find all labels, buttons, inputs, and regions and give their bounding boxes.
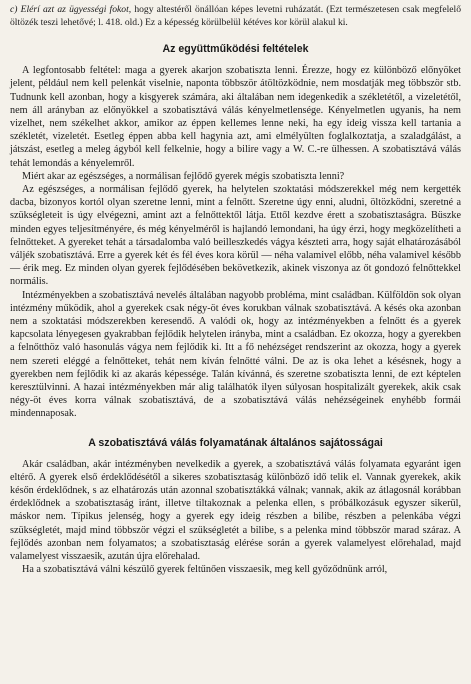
- paragraph: Az egészséges, a normálisan fejlődő gyerek, ha helytelen szoktatási módszerekkel még nem kergették dacba, bizonyos kortól olyan szeretne lenni, mint a felnőtt. Szeretne úgy enni, aludni, öltözködni, szeretné a szükségleteit is úgy elvégezni, amint azt a felnőttektől látja. Ettől kezdve érett a szobatisztaságra. Büszke minden egyes teljesítményére, és még kényelméről is hajlandó lemondani, ha úgy érzi, hogy megközelítheti a felnőtteket. A gyereket tehát a társadalomba való beilleszkedés vágya készteti arra, hogy saját elhatározásából váljék szobatisztává. Erre a gyerek két és fél éves kora körül — néha valamivel előbb, néha valamivel később — érik meg. Ez minden olyan gyerek fejlődésében bekövetkezik, akinek viszonya az őt gondozó felnőttekkel normális.: [10, 184, 461, 288]
- paragraph: Akár családban, akár intézményben nevelkedik a gyerek, a szobatisztává válás folyamata egyaránt igen eltérő. A gyerek első érdeklődésétől a sikeres szobatisztaság különböző idő telik el. Vannak gyerekek, akik későn érdeklődnek, s az elhatározás után azonnal szobatisztákká válnak; vannak, akik az átlagosnál korábban érdeklődnek a szobatisztaság iránt, illetve tiltakoznak a pelenka ellen, s próbálkozásuk egyszer sikerül, máskor nem. Típikus jelenség, hogy a gyerek egy ideig részben a bilibe, részben a pelenkába végzi szükségletét, majd mind többször végzi el szükségletét a bilibe, s a pelenka mind többször marad száraz. A fejlődés azonban nem folyamatos; a szobatisztaság elérése során a gyerek valamelyest előrehalad, majd valamelyest visszaesik, azután újra előrehalad.: [10, 458, 461, 563]
- section-heading-process: A szobatisztává válás folyamatának általános sajátosságai: [88, 436, 383, 449]
- paragraph: A legfontosabb feltétel: maga a gyerek akarjon szobatiszta lenni. Érezze, hogy ez különböző előnyöket jelent, például nem kell pelenkát viselnie, naponta többször átöltözködnie, nem mosdatják meg többször stb. Tudnunk kell azonban, hogy a kisgyerek számára, aki általában nem idegenkedik a székletétől, a vizeletétől, nem áll arányban az előnyökkel a szobatisztává válás kényelmetlensége. Kényelmetlen ugyanis, ha nem vizelhet, nem székelhet akkor, amikor az éppen kellemes lenne neki, ha egy ideig vissza kell tartania a székletét, vizeletét. Esetleg éppen abba kell hagynia azt, ami elmélyülten foglalkoztatja, a szaladgálást, a játszást, esetleg a meleg ágyból kell felkelnie, hogy a bilire vagy a W. C.-re ülhessen. A szobatisztává válás tehát lemondás a kényelemről.: [10, 65, 461, 169]
- intro-text: hogy altestéről önállóan képes levetni ruházatát. (Ezt természetesen csak megfelelő öltözék teszi lehetővé; l. 418. old.) Ez a képesség körülbelül kétéves kor körül alakul ki.: [10, 4, 461, 28]
- intro-paragraph: [10, 4, 461, 29]
- paragraph: Miért akar az egészséges, a normálisan fejlődő gyerek mégis szobatiszta lenni?: [22, 170, 345, 182]
- section-heading-cooperation: Az együttműködési feltételek: [162, 43, 309, 56]
- paragraph: Ha a szobatisztává válni készülő gyerek feltűnően visszaesik, meg kell győződnünk arról,: [22, 564, 388, 576]
- paragraph: Intézményekben a szobatisztává nevelés általában nagyobb probléma, mint családban. Külföldön sok olyan intézmény működik, ahol a gyerekek csak négy-öt éves korukban válnak szobatisztává. A késés oka azonban nem a szoktatási módszerekben keresendő. A valódi ok, hogy az intézményekben a felnőtt és a gyerek kapcsolata lényegesen gyakrabban fejlődik helytelen irányba, mint a családban. Ez okozza, hogy a gyerekben a felnőtthöz való hasonulás vágya nem fejlődik ki. Itt a fő nehézséget rendszerint az okozza, hogy a gyerek nem szereti eléggé a felnőtteket, tehát nem kíván felnőtté válni. De az is oka lehet a késésnek, hogy a gyerekben nem fejlődik ki az akarás képessége. Talán kívánná, és szeretne szobatiszta lenni, de ezt képtelen keresztülvinni. A hazai intézményekben már alig találhatók ilyen súlyosan hospitalizált gyerekek, akik csak négy-öt éves korra válnak szobatisztává, de a szobatisztává válás nehézségeinek enyhébb formái mindennaposak.: [10, 289, 461, 420]
- intro-italic-lead: c) Elérí azt az ügyességi fokot,: [10, 4, 132, 15]
